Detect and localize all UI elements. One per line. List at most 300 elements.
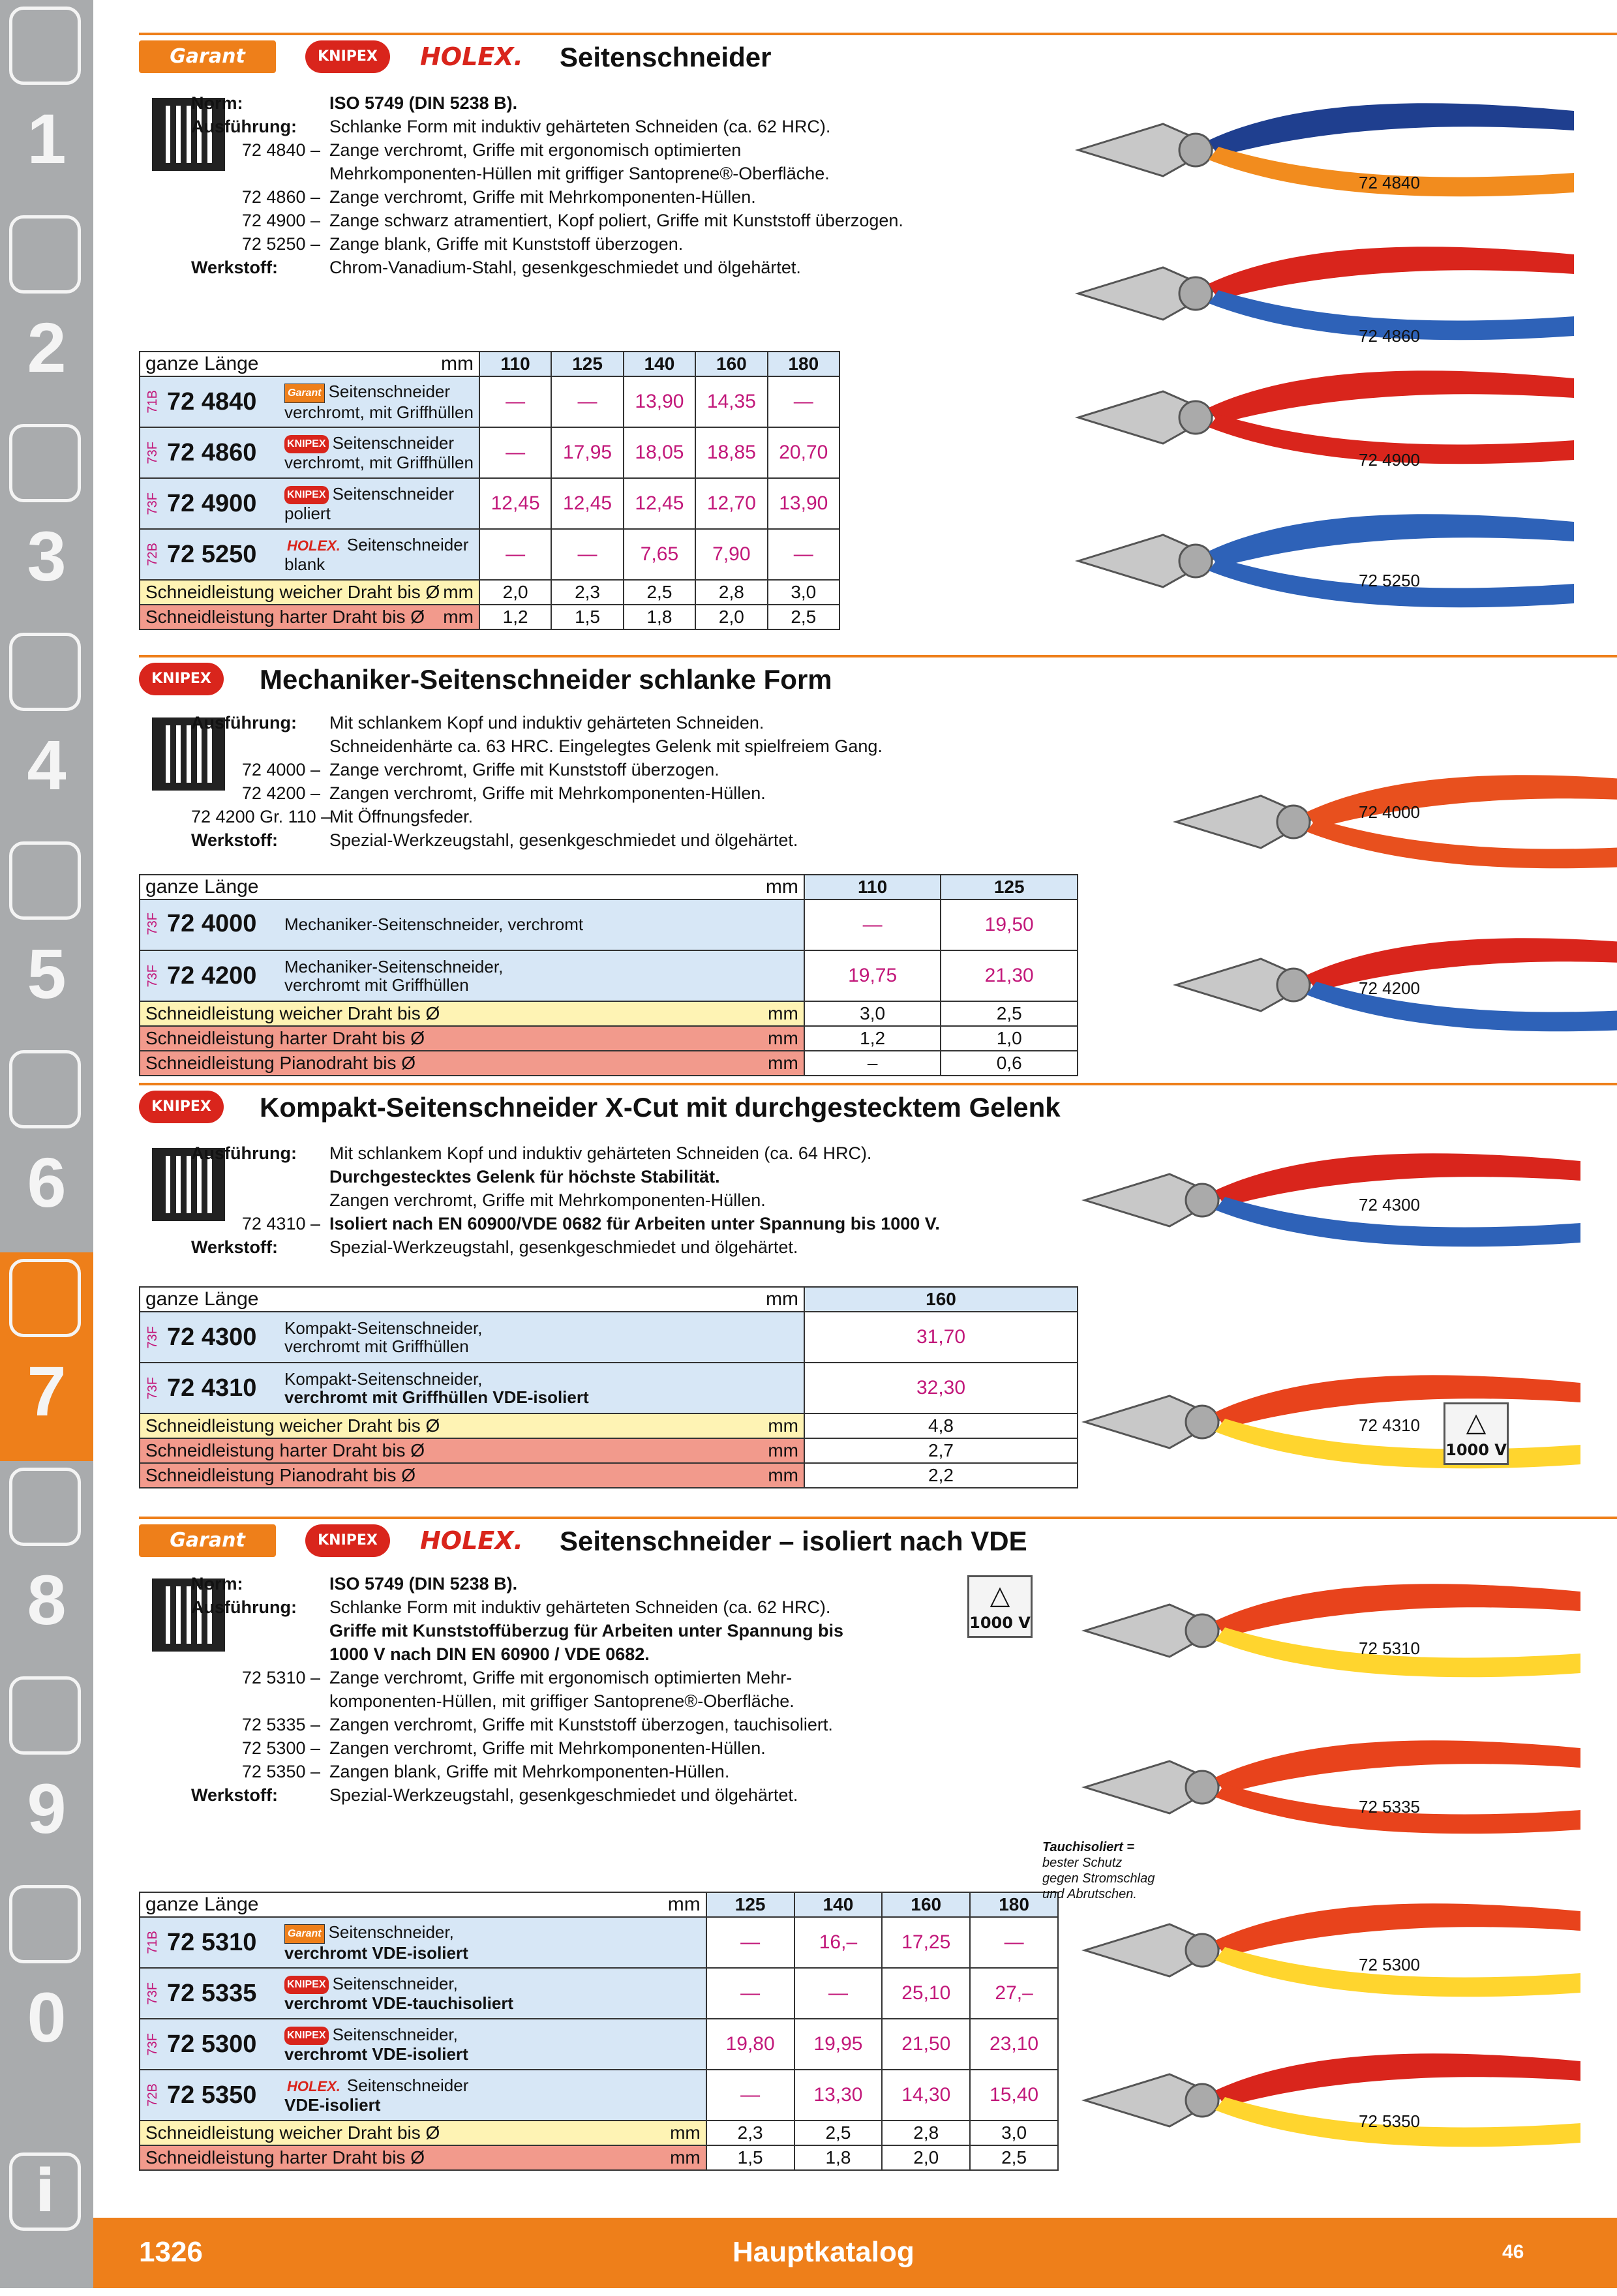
chapter-number: 5 — [27, 934, 67, 1013]
product-id — [145, 1974, 513, 2012]
product-cell[interactable] — [140, 2070, 706, 2121]
table-row[interactable] — [140, 1363, 1078, 1413]
price-cell: 14,30 — [882, 2070, 970, 2121]
size-header: 180 — [970, 1892, 1058, 1917]
description-key: Werkstoff: — [191, 830, 279, 850]
cutting-text: Schneidleistung Pianodraht bis Ø — [145, 1053, 416, 1073]
cutting-value: 4,8 — [804, 1413, 1078, 1438]
product-description — [284, 2025, 468, 2063]
footer — [93, 2218, 1617, 2288]
description-row — [191, 138, 903, 162]
image-label: 72 5335 — [1359, 1797, 1420, 1817]
image-label: 72 4200 — [1359, 978, 1420, 998]
product-description — [284, 1974, 513, 2012]
product-description — [284, 434, 474, 472]
image-label: 72 5250 — [1359, 571, 1420, 590]
desc-line-1 — [284, 915, 583, 933]
description-key: Norm: — [191, 93, 243, 113]
price-cell: 12,45 — [624, 478, 695, 529]
table-row[interactable] — [140, 427, 839, 478]
description-value: komponenten-Hüllen, mit griffiger Santoprene®-Oberfläche. — [329, 1691, 794, 1711]
article-number: 72 5300 — [167, 2030, 257, 2058]
desc-line-2: verchromt mit Griffhüllen — [284, 1337, 469, 1356]
cutting-unit: mm — [443, 582, 474, 602]
image-label: 72 4900 — [1359, 450, 1420, 470]
product-cell[interactable] — [140, 1312, 804, 1363]
brand-badge-knipex: KNIPEX — [284, 435, 329, 453]
cutting-row — [140, 1051, 1078, 1076]
product-cell[interactable] — [140, 1968, 706, 2019]
price-cell: 14,35 — [695, 376, 767, 427]
plier-image — [1072, 1357, 1594, 1487]
cutting-row — [140, 605, 839, 629]
price-cell: 19,80 — [706, 2019, 794, 2070]
description-value: Isoliert nach EN 60900/VDE 0682 für Arbeiten unter Spannung bis 1000 V. — [329, 1214, 940, 1233]
chapter-number: 6 — [27, 1143, 67, 1222]
size-header: 125 — [941, 875, 1078, 899]
product-cell[interactable] — [140, 1363, 804, 1413]
product-id — [145, 1923, 468, 1961]
price-cell: — — [706, 1968, 794, 2019]
desc-line-1 — [284, 434, 474, 453]
chapter-sidebar — [0, 0, 93, 2288]
article-number: 72 4300 — [167, 1323, 257, 1351]
table-row[interactable] — [140, 1917, 1058, 1968]
description — [191, 711, 883, 852]
chapter-icon — [9, 633, 81, 711]
description-row — [191, 91, 903, 115]
price-cell: 15,40 — [970, 2070, 1058, 2121]
cutting-value: 2,2 — [804, 1463, 1078, 1488]
price-cell: — — [551, 529, 623, 580]
cutting-value: 1,8 — [794, 2145, 883, 2170]
brand-badge-knipex: KNIPEX — [284, 486, 329, 504]
length-unit: mm — [765, 876, 798, 898]
cutting-unit: mm — [670, 2122, 701, 2143]
product-description — [284, 1319, 483, 1355]
length-label — [140, 352, 479, 376]
product-cell[interactable] — [140, 950, 804, 1001]
cutting-value: 2,8 — [695, 580, 767, 605]
description-value: Mit schlankem Kopf und induktiv gehärteten Schneiden (ca. 64 HRC). — [329, 1143, 872, 1163]
section-header — [139, 1083, 1617, 1125]
description-key: Ausführung: — [191, 1597, 297, 1617]
table-header-row — [140, 1287, 1078, 1312]
description-value: Spezial-Werkzeugstahl, gesenkgeschmiedet und ölgehärtet. — [329, 1785, 798, 1805]
size-header: 110 — [804, 875, 941, 899]
desc-text-1: Kompakt-Seitenschneider, — [284, 1318, 483, 1338]
chapter-icon — [9, 424, 81, 502]
description-key: 72 5310 – — [241, 1668, 320, 1687]
chapter-number: 1 — [27, 99, 67, 178]
length-text: ganze Länge — [145, 1894, 259, 1915]
product-cell[interactable] — [140, 427, 479, 478]
length-text: ganze Länge — [145, 353, 259, 374]
cutting-label — [140, 580, 479, 605]
desc-line-1 — [284, 1974, 513, 1994]
section-title: Kompakt-Seitenschneider X-Cut mit durchgestecktem Gelenk — [260, 1092, 1061, 1123]
table-row[interactable] — [140, 899, 1078, 950]
price-cell: — — [479, 529, 551, 580]
description-key — [191, 1188, 329, 1212]
desc-line-2: VDE-isoliert — [284, 2095, 381, 2115]
price-cell: — — [479, 427, 551, 478]
plier-image — [1065, 496, 1587, 626]
price-table — [139, 1892, 1059, 2171]
desc-line-1 — [284, 536, 468, 555]
description-key: 72 4000 – — [241, 760, 320, 779]
desc-text-1: Seitenschneider — [332, 483, 455, 504]
description-value: Mehrkomponenten-Hüllen mit griffiger Santoprene®-Oberfläche. — [329, 164, 830, 183]
description-key: 72 5250 – — [241, 234, 320, 254]
article-number: 72 4000 — [167, 910, 257, 938]
page-number: 1326 — [139, 2236, 203, 2268]
vde-1000v-badge — [967, 1575, 1033, 1638]
cutting-value: 2,5 — [941, 1001, 1078, 1026]
table-row[interactable] — [140, 478, 839, 529]
price-cell: 27,– — [970, 1968, 1058, 2019]
chapter-icon — [9, 841, 81, 920]
cutting-value: 2,0 — [695, 605, 767, 629]
product-cell[interactable] — [140, 1917, 706, 1968]
description-value: Schlanke Form mit induktiv gehärteten Schneiden (ca. 62 HRC). — [329, 117, 831, 136]
price-cell: 19,50 — [941, 899, 1078, 950]
chapter-number: 2 — [27, 308, 67, 387]
chapter-icon — [9, 1259, 81, 1337]
length-unit: mm — [667, 1894, 701, 1915]
description-row — [191, 209, 903, 232]
product-description — [284, 1370, 589, 1406]
description-key — [191, 1642, 329, 1666]
plier-image — [1065, 352, 1587, 483]
description-row — [191, 734, 883, 758]
description-key: 72 4840 – — [241, 140, 320, 160]
cutting-value: 2,8 — [882, 2121, 970, 2145]
description-value: Zange verchromt, Griffe mit ergonomisch optimierten Mehr- — [329, 1668, 793, 1687]
cutting-value: 1,5 — [551, 605, 623, 629]
price-table — [139, 1286, 1078, 1488]
group-code: 71B — [145, 1931, 160, 1954]
table-row[interactable] — [140, 2019, 1058, 2070]
cutting-value: 2,5 — [970, 2145, 1058, 2170]
price-cell: 13,90 — [768, 478, 839, 529]
cutting-label — [140, 1001, 804, 1026]
cutting-value: 2,0 — [882, 2145, 970, 2170]
plier-image — [1072, 2035, 1594, 2166]
article-number: 72 5310 — [167, 1928, 257, 1956]
desc-line-2: verchromt, mit Griffhüllen — [284, 453, 474, 473]
plier-image — [1072, 1722, 1594, 1852]
section-title: Seitenschneider – isoliert nach VDE — [560, 1526, 1027, 1556]
cutting-value: 3,0 — [970, 2121, 1058, 2145]
cutting-label — [140, 1438, 804, 1463]
section-title: Mechaniker-Seitenschneider schlanke Form — [260, 664, 832, 695]
size-header: 160 — [882, 1892, 970, 1917]
table-row[interactable] — [140, 376, 839, 427]
brand-logo-knipex: KNIPEX — [139, 663, 224, 695]
product-description — [284, 485, 454, 522]
cutting-value: 0,6 — [941, 1051, 1078, 1076]
size-header: 180 — [768, 352, 839, 376]
price-cell: 17,95 — [551, 427, 623, 478]
price-cell: — — [706, 2070, 794, 2121]
cutting-row — [140, 1026, 1078, 1051]
chapter-number: 3 — [27, 517, 67, 596]
description-key — [191, 162, 329, 185]
description-key: Norm: — [191, 1574, 243, 1594]
product-id — [145, 910, 583, 938]
description-value: Zange verchromt, Griffe mit Kunststoff überzogen. — [329, 760, 719, 779]
vde-1000v-badge — [1443, 1402, 1509, 1465]
product-cell[interactable] — [140, 899, 804, 950]
cutting-label — [140, 1026, 804, 1051]
cutting-value: 2,7 — [804, 1438, 1078, 1463]
cutting-label — [140, 605, 479, 629]
cutting-row — [140, 1001, 1078, 1026]
product-id — [145, 382, 474, 421]
description-value: Zangen verchromt, Griffe mit Mehrkomponenten-Hüllen. — [329, 1738, 766, 1758]
section-title: Seitenschneider — [560, 42, 772, 72]
cutting-unit: mm — [768, 1053, 798, 1073]
brand-logo-knipex: KNIPEX — [305, 1524, 390, 1557]
description-row — [191, 711, 883, 734]
chapter-tab-6[interactable] — [0, 1044, 93, 1252]
chapter-tab-4[interactable] — [0, 626, 93, 835]
description-value: Zangen verchromt, Griffe mit Kunststoff überzogen, tauchisoliert. — [329, 1715, 833, 1734]
chapter-tab-0[interactable] — [0, 1879, 93, 2087]
product-cell[interactable] — [140, 376, 479, 427]
cutting-value: 2,0 — [479, 580, 551, 605]
description-row — [191, 115, 903, 138]
description-value: Zange verchromt, Griffe mit ergonomisch optimierten — [329, 140, 742, 160]
brand-badge-garant: Garant — [284, 1924, 325, 1944]
description-row — [191, 781, 883, 805]
description-row — [191, 828, 883, 852]
chapter-number: 0 — [27, 1978, 67, 2057]
catalog-title: Hauptkatalog — [733, 2236, 914, 2268]
description-row — [191, 758, 883, 781]
cutting-value: 1,2 — [804, 1026, 941, 1051]
brand-logo-garant: Garant — [139, 1524, 276, 1557]
length-text: ganze Länge — [145, 1288, 259, 1310]
price-cell: 7,65 — [624, 529, 695, 580]
description-value: Zange blank, Griffe mit Kunststoff überzogen. — [329, 234, 684, 254]
description-key: Ausführung: — [191, 713, 297, 733]
desc-line-2: verchromt mit Griffhüllen — [284, 975, 469, 995]
length-label — [140, 1287, 804, 1312]
description-row — [191, 1642, 843, 1666]
price-cell: 17,25 — [882, 1917, 970, 1968]
price-cell: 23,10 — [970, 2019, 1058, 2070]
brand-logo-holex: HOLEX. — [419, 1526, 523, 1555]
description-key: 72 5300 – — [241, 1738, 320, 1758]
chapter-icon: i — [9, 2152, 81, 2231]
description-key: 72 5335 – — [241, 1715, 320, 1734]
description-value: 1000 V nach DIN EN 60900 / VDE 0682. — [329, 1644, 650, 1664]
cutting-text: Schneidleistung harter Draht bis Ø — [145, 1028, 425, 1048]
description-key: 72 5350 – — [241, 1762, 320, 1781]
description-value: Spezial-Werkzeugstahl, gesenkgeschmiedet und ölgehärtet. — [329, 830, 798, 850]
chapter-number: 7 — [27, 1352, 67, 1430]
chapter-tab-9[interactable] — [0, 1670, 93, 1879]
cutting-text: Schneidleistung harter Draht bis Ø — [145, 1440, 425, 1460]
chapter-tab-8[interactable] — [0, 1461, 93, 1670]
chapter-tab-7[interactable] — [0, 1252, 93, 1461]
description-row — [191, 232, 903, 256]
cutting-unit: mm — [768, 1415, 798, 1436]
cutting-row — [140, 1438, 1078, 1463]
size-header: 125 — [706, 1892, 794, 1917]
brand-logo-knipex: KNIPEX — [305, 40, 390, 73]
group-code: 73F — [145, 2032, 160, 2056]
cutting-value: 3,0 — [804, 1001, 941, 1026]
brand-badge-holex: HOLEX. — [287, 2078, 340, 2095]
description-row — [191, 1783, 843, 1807]
note-line: Tauchisoliert = — [1042, 1840, 1134, 1854]
cutting-value: 2,3 — [706, 2121, 794, 2145]
desc-line-1 — [284, 958, 503, 976]
cutting-text: Schneidleistung weicher Draht bis Ø — [145, 2122, 440, 2143]
description-row — [191, 1595, 843, 1619]
section-header — [139, 655, 1617, 697]
desc-line-2: verchromt VDE-isoliert — [284, 1942, 468, 1963]
product-id — [145, 485, 454, 522]
description-key: 72 4860 – — [241, 187, 320, 207]
article-number: 72 5250 — [167, 540, 257, 568]
article-number: 72 4200 — [167, 961, 257, 989]
group-code: 71B — [145, 390, 160, 414]
vde-triangle-icon: △ — [1466, 1408, 1487, 1438]
description-key: Ausführung: — [191, 1143, 297, 1163]
description-key: Ausführung: — [191, 117, 297, 136]
description-value: Mit schlankem Kopf und induktiv gehärteten Schneiden. — [329, 713, 764, 733]
description-key — [191, 734, 329, 758]
cutting-label — [140, 2121, 706, 2145]
price-cell: 19,95 — [794, 2019, 883, 2070]
group-code: 73F — [145, 1325, 160, 1349]
product-cell[interactable] — [140, 529, 479, 580]
desc-text-1: Seitenschneider, — [332, 1973, 458, 1993]
catalog-page — [93, 0, 1617, 2288]
chapter-tab-1[interactable] — [0, 0, 93, 209]
description-key: 72 4310 – — [241, 1214, 320, 1233]
cutting-unit: mm — [443, 607, 474, 627]
size-header: 160 — [804, 1287, 1078, 1312]
price-cell: 18,05 — [624, 427, 695, 478]
cutting-row — [140, 2121, 1058, 2145]
cutting-text: Schneidleistung Pianodraht bis Ø — [145, 1465, 416, 1485]
description-row — [191, 1760, 843, 1783]
product-id — [145, 1319, 483, 1355]
cutting-value: 2,3 — [551, 580, 623, 605]
product-id — [145, 2025, 468, 2063]
table-row[interactable] — [140, 529, 839, 580]
description-row — [191, 1188, 940, 1212]
table-row[interactable] — [140, 2070, 1058, 2121]
note-line: gegen Stromschlag — [1042, 1871, 1155, 1886]
price-cell: — — [970, 1917, 1058, 1968]
description-value: Zangen verchromt, Griffe mit Mehrkomponenten-Hüllen. — [329, 1190, 766, 1210]
size-header: 140 — [794, 1892, 883, 1917]
chapter-icon — [9, 1885, 81, 1963]
price-cell: — — [768, 529, 839, 580]
price-cell: 21,50 — [882, 2019, 970, 2070]
brand-badge-knipex: KNIPEX — [284, 2027, 329, 2045]
product-id — [145, 958, 503, 994]
description-key: 72 4200 Gr. 110 – — [191, 807, 331, 826]
chapter-tab-5[interactable] — [0, 835, 93, 1044]
section-number: 46 — [1502, 2241, 1524, 2263]
length-unit: mm — [766, 1288, 798, 1310]
description-row — [191, 185, 903, 209]
brand-badge-garant: Garant — [284, 384, 325, 403]
desc-text-1: Seitenschneider — [346, 2075, 469, 2095]
chapter-tab-3[interactable] — [0, 417, 93, 626]
product-cell[interactable] — [140, 2019, 706, 2070]
description-row — [191, 1572, 843, 1595]
description-value: ISO 5749 (DIN 5238 B). — [329, 93, 518, 113]
image-label: 72 4310 — [1359, 1415, 1420, 1435]
description — [191, 1572, 843, 1807]
price-cell: 12,45 — [551, 478, 623, 529]
article-number: 72 4860 — [167, 438, 257, 466]
chapter-tab-i[interactable] — [0, 2087, 93, 2296]
price-cell: — — [551, 376, 623, 427]
cutting-value: 3,0 — [768, 580, 839, 605]
price-cell: 18,85 — [695, 427, 767, 478]
desc-text-1: Mechaniker-Seitenschneider, verchromt — [284, 914, 584, 934]
image-label: 72 4000 — [1359, 802, 1420, 822]
cutting-unit: mm — [670, 2147, 701, 2168]
table-row[interactable] — [140, 950, 1078, 1001]
vde-triangle-icon: △ — [990, 1580, 1010, 1610]
image-label: 72 4300 — [1359, 1195, 1420, 1215]
price-cell: — — [706, 1917, 794, 1968]
desc-line-1 — [284, 2025, 468, 2045]
size-header: 110 — [479, 352, 551, 376]
cutting-unit: mm — [768, 1003, 798, 1023]
group-code: 73F — [145, 1376, 160, 1400]
plier-image — [1065, 228, 1587, 359]
group-code: 73F — [145, 492, 160, 515]
chapter-number: 9 — [27, 1769, 67, 1848]
cutting-text: Schneidleistung harter Draht bis Ø — [145, 607, 425, 627]
group-code: 73F — [145, 964, 160, 988]
cutting-value: 2,5 — [624, 580, 695, 605]
description-row — [191, 1713, 843, 1736]
description-key: 72 4200 – — [241, 783, 320, 803]
table-row[interactable] — [140, 1968, 1058, 2019]
vde-voltage: 1000 V — [969, 1614, 1031, 1632]
description-row — [191, 1141, 940, 1165]
table-row[interactable] — [140, 1312, 1078, 1363]
price-cell: 16,– — [794, 1917, 883, 1968]
description — [191, 91, 903, 279]
size-header: 140 — [624, 352, 695, 376]
brand-logo-garant: Garant — [139, 40, 276, 73]
dip-insulated-note — [1042, 1839, 1155, 1902]
description — [191, 1141, 940, 1259]
cutting-value: – — [804, 1051, 941, 1076]
chapter-icon — [9, 7, 81, 85]
description-value: Zangen blank, Griffe mit Mehrkomponenten-Hüllen. — [329, 1762, 730, 1781]
product-id — [145, 1370, 589, 1406]
product-cell[interactable] — [140, 478, 479, 529]
chapter-icon — [9, 215, 81, 294]
chapter-tab-2[interactable] — [0, 209, 93, 417]
image-label: 72 4860 — [1359, 326, 1420, 346]
price-cell: 12,70 — [695, 478, 767, 529]
